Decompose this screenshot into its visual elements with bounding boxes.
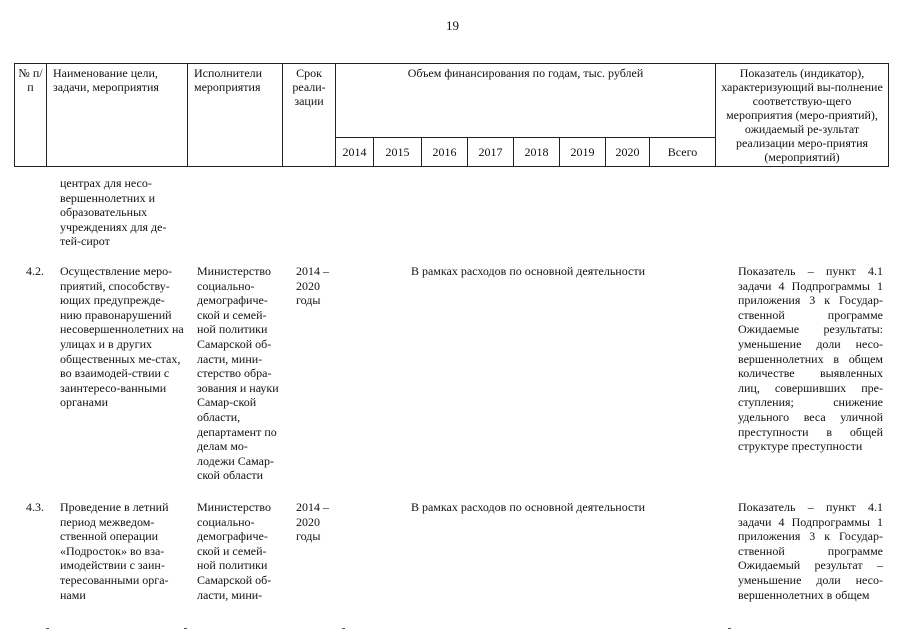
row-financing: В рамках расходов по основной деятельности [410,264,646,278]
header-year: 2016 [422,137,468,166]
header-executors: Исполнители мероприятия [188,64,283,167]
row-term: 2014 – 2020 годы [296,264,329,308]
row-indicator: Показатель – пункт 4.1 задачи 4 Подпрограммы 1 приложения 3 к Государ-ственной программе Ожидаемые результаты: уменьшение доли несо-вершеннолетних в общем количестве выявленных лиц, совершивших пре-ступления; снижение удельного веса уличной преступности в общей структуре преступности [738,264,883,454]
header-year: 2020 [606,137,650,166]
header-financing: Объем финансирования по годам, тыс. рублей [336,64,716,138]
row-num: 4.2. [26,264,44,278]
row-name: Проведение в летний период межведом-ственной операции «Подросток» во вза-имодействии с заин-тересованными орга-нами [60,500,169,602]
header-total: Всего [650,137,716,166]
row-name: Осуществление меро-приятий, способству-ющих предупрежде-нию правонарушений несовершеннолетних на улицах и в других общественных ме-стах, во взаимодей-ствии с заинтересо-ванными органами [60,264,184,410]
header-year: 2018 [514,137,560,166]
scan-mark [728,628,731,629]
header-year: 2015 [374,137,422,166]
header-year: 2019 [560,137,606,166]
scan-mark [46,628,49,629]
page-number: 19 [446,18,459,33]
header-term: Срок реали-зации [283,64,336,167]
header-year: 2017 [468,137,514,166]
row-term: 2014 – 2020 годы [296,500,329,544]
scan-mark [342,628,345,629]
row-indicator: Показатель – пункт 4.1 задачи 4 Подпрограммы 1 приложения 3 к Государ-ственной программе Ожидаемый результат – уменьшение доли несо-вершеннолетних в общем [738,500,883,602]
row-executors: Министерство социально-демографиче-ской и семей-ной политики Самарской об-ласти, мини- [197,500,272,602]
header-indicator: Показатель (индикатор), характеризующий вы-полнение соответствую-щего мероприятия (меро-приятий), ожидаемый ре-зультат реализации меро-приятия (мероприятий) [716,64,889,167]
header-year: 2014 [336,137,374,166]
continuation-text: центрах для несо-вершеннолетних и образовательных учреждениях для де-тей-сирот [60,176,167,249]
scan-mark [184,628,187,629]
table-header [14,63,889,167]
header-num: № п/п [15,64,47,167]
row-financing: В рамках расходов по основной деятельности [410,500,646,514]
row-num: 4.3. [26,500,44,514]
row-executors: Министерство социально-демографиче-ской и семей-ной политики Самарской об-ласти, мини-стерство обра-зования и науки Самар-ской области, департамент по делам мо-лодежи Самар-ской области [197,264,279,483]
header-name: Наименование цели, задачи, мероприятия [47,64,188,167]
